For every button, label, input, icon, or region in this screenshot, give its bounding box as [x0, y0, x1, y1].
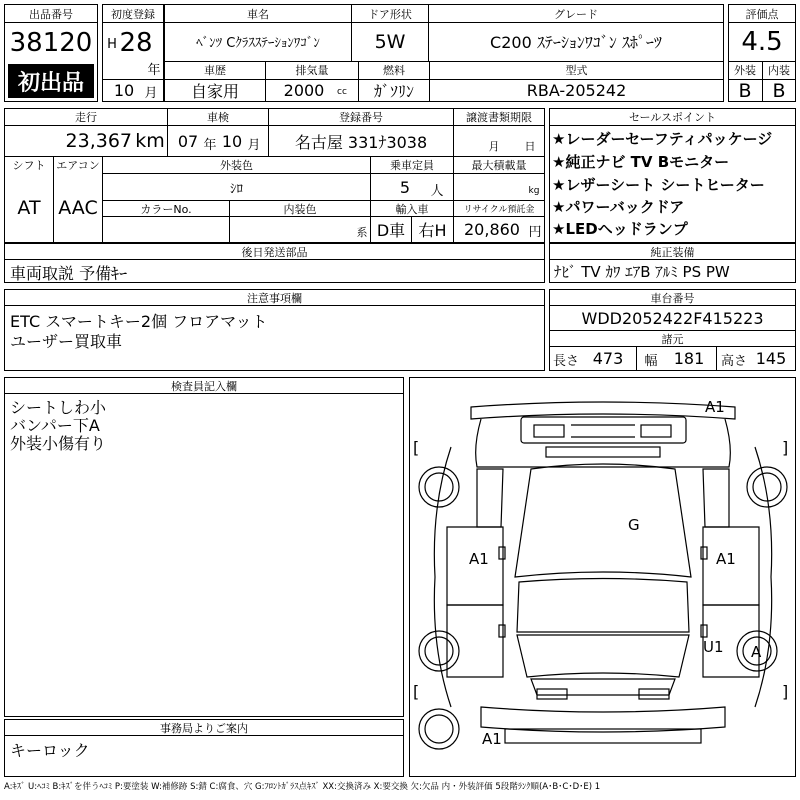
inspector-line-3: 外装小傷有り	[10, 434, 107, 453]
import-type: D車	[376, 221, 406, 240]
exterior-grade: B	[738, 80, 752, 101]
notes-label: 注意事項欄	[5, 290, 544, 305]
dims-label: 諸元	[550, 331, 795, 346]
model-label: 型式	[430, 62, 723, 78]
office-label: 事務局よりご案内	[5, 720, 403, 735]
history-label: 車歴	[165, 62, 265, 78]
height: 145	[755, 348, 787, 368]
spare-wheel-inner	[425, 715, 453, 743]
mark-left-front-door: A1	[469, 550, 489, 568]
hood-upper-panel	[521, 417, 686, 443]
score: 4.5	[741, 27, 783, 57]
left-front-fender	[477, 469, 503, 527]
transfer-day-unit: 日	[522, 138, 538, 154]
reg-month-unit: 月	[144, 85, 158, 100]
legend: A:ｷｽﾞ U:ﾍｺﾐ B:ｷｽﾞを伴うﾍｺﾐ P:要塗装 W:補修跡 S:錆 C:腐食、穴 G:ﾌﾛﾝﾄｶﾞﾗｽ点ｷｽﾞ XX:交換済み X:要交換 欠:欠品 内・外装評価 5段階ﾗﾝｸ順(A･B･C･D･E) 1	[4, 782, 601, 792]
bracket-rear-right: ]	[782, 682, 789, 701]
fuel-label: 燃料	[359, 62, 429, 78]
color-label: 外装色	[103, 157, 370, 173]
equipment-text: ﾅﾋﾞ TV ｶﾜ ｴｱB ｱﾙﾐ PS PW	[554, 263, 730, 281]
plate-number: 名古屋 331ﾅ3038	[294, 132, 428, 152]
mark-windshield: G	[628, 516, 640, 534]
mark-right-rear-wheel: A	[751, 643, 762, 661]
rear-plate	[505, 729, 701, 743]
era: H	[107, 36, 117, 52]
history: 自家用	[190, 82, 239, 101]
exterior-color: ｼﾛ	[230, 181, 243, 197]
door-type: 5W	[374, 30, 406, 53]
inspection-month-unit: 月	[247, 137, 261, 152]
mileage-unit: km	[135, 130, 165, 152]
shift-label: シフト	[5, 157, 53, 173]
transfer-month-unit: 月	[486, 138, 502, 154]
bracket-rear-left: [	[413, 682, 420, 701]
roof-outline	[517, 579, 689, 633]
bracket-front-right: ]	[782, 438, 789, 457]
width-label: 幅	[644, 353, 658, 369]
inspector-line-1: シートしわ小	[10, 398, 107, 417]
later-parts-label: 後日発送部品	[5, 244, 544, 259]
recycle-unit: 円	[528, 224, 542, 240]
mileage-label: 走行	[5, 109, 167, 125]
displacement-unit: cc	[337, 87, 347, 97]
color-no-label: カラーNo.	[103, 201, 229, 216]
notes-line-2: ユーザー買取車	[10, 332, 123, 351]
transfer-label: 譲渡書類期限	[454, 109, 544, 125]
air-conditioner: AAC	[58, 197, 98, 219]
displacement-label: 排気量	[266, 62, 358, 78]
inspector-label: 検査員記入欄	[5, 378, 403, 393]
headlight-left	[534, 425, 564, 437]
office-text: キーロック	[10, 741, 90, 760]
reg-year-unit: 年	[147, 62, 161, 76]
equipment-label: 純正装備	[550, 244, 795, 259]
fuel: ｶﾞｿﾘﾝ	[373, 82, 414, 101]
height-label: 高さ	[720, 353, 747, 369]
grade-label: グレード	[429, 5, 723, 22]
model: RBA-205242	[526, 81, 627, 100]
length: 473	[592, 348, 624, 368]
grade: C200 ｽﾃｰｼｮﾝﾜｺﾞﾝ ｽﾎﾟｰﾂ	[490, 33, 662, 52]
score-label: 評価点	[729, 5, 795, 22]
inspection-year-unit: 年	[203, 137, 217, 152]
inspection-month: 10	[221, 131, 243, 151]
mark-rear-bumper: A1	[482, 730, 502, 748]
inspection-year: 07	[177, 131, 199, 151]
ac-label: エアコン	[54, 157, 102, 173]
load-label: 最大積載量	[454, 157, 544, 173]
interior-color-label: 内装色	[230, 201, 370, 216]
capacity-unit: 人	[430, 183, 444, 198]
vehicle-diagram	[411, 377, 795, 775]
rear-hatch-outline	[531, 679, 675, 695]
load-unit: kg	[528, 186, 540, 196]
reg-month: 10	[113, 81, 135, 100]
mileage: 23,367	[65, 130, 132, 152]
recycle-fee: 20,860	[464, 220, 520, 239]
lot-number: 38120	[9, 28, 93, 58]
later-parts-text: 車両取説 予備ｷｰ	[10, 264, 128, 283]
bracket-front-left: [	[413, 438, 420, 457]
mark-front-bumper: A1	[705, 398, 725, 416]
grille	[546, 447, 660, 457]
exterior-label: 外装	[729, 62, 761, 78]
displacement: 2000	[283, 81, 325, 100]
car-name: ﾍﾞﾝﾂ Cｸﾗｽｽﾃｰｼｮﾝﾜｺﾞﾝ	[196, 36, 320, 51]
right-front-fender	[703, 469, 729, 527]
door-label: ドア形状	[352, 5, 428, 22]
interior-color-unit: 系	[354, 224, 370, 240]
left-rear-door	[447, 605, 503, 677]
mark-right-rear-door: U1	[703, 638, 724, 656]
rear-window-outline	[517, 635, 689, 677]
right-body-outline	[755, 447, 772, 707]
inspection-label: 車検	[168, 109, 268, 125]
length-label: 長さ	[552, 353, 579, 369]
sales-point-2: ★純正ナビ TV Bモニター	[552, 153, 730, 171]
sales-points-label: セールスポイント	[550, 109, 795, 125]
plate-label: 登録番号	[269, 109, 453, 125]
interior-label: 内装	[763, 62, 795, 78]
notes-line-1: ETC スマートキー2個 フロアマット	[10, 312, 268, 331]
sales-point-4: ★パワーバックドア	[552, 198, 685, 216]
rear-light-right	[639, 689, 669, 699]
headlight-right	[641, 425, 671, 437]
first-listing-badge: 初出品	[8, 64, 94, 98]
capacity-label: 乗車定員	[371, 157, 453, 173]
lot-label: 出品番号	[5, 5, 97, 22]
sales-point-1: ★レーダーセーフティパッケージ	[552, 130, 773, 148]
mark-right-front-door: A1	[716, 550, 736, 568]
steering: 右H	[418, 221, 447, 240]
sales-point-3: ★レザーシート シートヒーター	[552, 176, 765, 194]
vin: WDD2052422F415223	[581, 308, 764, 328]
interior-grade: B	[772, 80, 786, 101]
import-label: 輸入車	[371, 201, 453, 216]
width: 181	[673, 348, 705, 368]
registration-label: 初度登録	[103, 5, 163, 22]
reg-year: 28	[119, 28, 153, 58]
inspector-line-2: バンパー下A	[10, 416, 100, 435]
chassis-label: 車台番号	[550, 290, 795, 305]
shift: AT	[17, 197, 41, 219]
sales-point-5: ★LEDヘッドランプ	[552, 220, 688, 238]
windshield-outline	[515, 464, 691, 577]
rear-light-left	[537, 689, 567, 699]
capacity: 5	[399, 177, 411, 197]
rear-bumper-outline	[481, 707, 725, 732]
car-name-label: 車名	[165, 5, 351, 22]
recycle-label: リサイクル預託金	[463, 205, 535, 215]
